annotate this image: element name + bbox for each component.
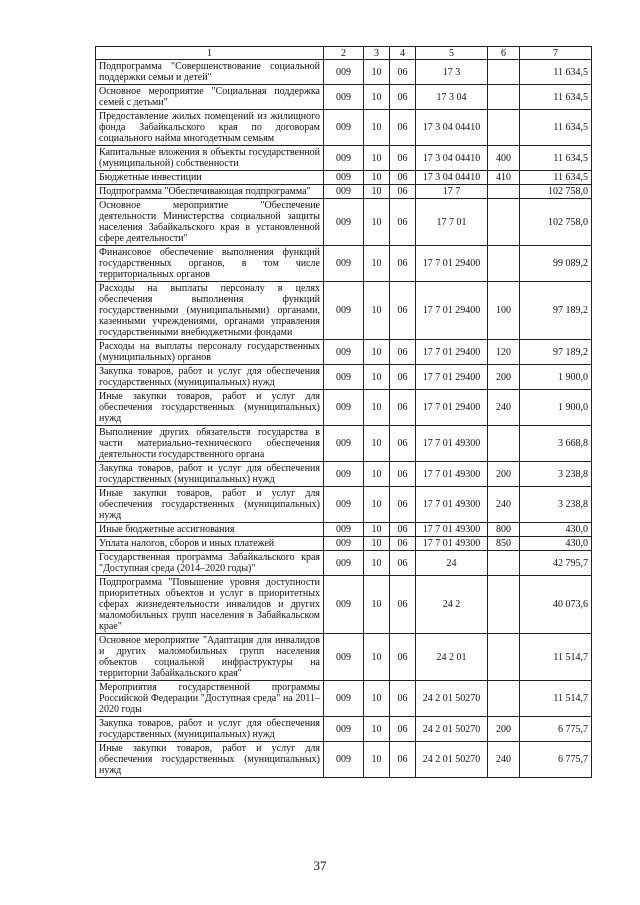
expense-type-cell — [488, 199, 520, 246]
section-code-cell: 10 — [364, 85, 390, 110]
ministry-code-cell: 009 — [324, 340, 364, 365]
ministry-code-cell: 009 — [324, 742, 364, 778]
expense-type-cell: 240 — [488, 742, 520, 778]
table-row — [96, 742, 592, 778]
ministry-code-cell: 009 — [324, 634, 364, 681]
expense-name-cell: Иные закупки товаров, работ и услуг для обеспечения государственных (муниципальных) нужд — [96, 487, 324, 523]
amount-cell: 6 775,7 — [520, 717, 592, 742]
amount-cell: 11 634,5 — [520, 60, 592, 85]
table-row — [96, 537, 592, 551]
section-code-cell: 10 — [364, 487, 390, 523]
ministry-code-cell: 009 — [324, 576, 364, 634]
ministry-code-cell: 009 — [324, 551, 364, 576]
ministry-code-cell: 009 — [324, 171, 364, 185]
amount-cell: 430,0 — [520, 523, 592, 537]
table-row — [96, 462, 592, 487]
column-header-1: 1 — [96, 47, 324, 60]
ministry-code-cell: 009 — [324, 185, 364, 199]
target-article-cell: 17 3 04 — [416, 85, 488, 110]
column-header-6: 6 — [488, 47, 520, 60]
section-code-cell: 10 — [364, 681, 390, 717]
subsection-code-cell: 06 — [390, 282, 416, 340]
expense-type-cell: 200 — [488, 462, 520, 487]
amount-cell: 11 634,5 — [520, 171, 592, 185]
table-row — [96, 487, 592, 523]
page-number: 37 — [313, 858, 327, 873]
column-header-7: 7 — [520, 47, 592, 60]
target-article-cell: 17 7 01 49300 — [416, 537, 488, 551]
expense-type-cell — [488, 246, 520, 282]
subsection-code-cell: 06 — [390, 462, 416, 487]
amount-cell: 102 758,0 — [520, 199, 592, 246]
expense-type-cell — [488, 185, 520, 199]
table-row — [96, 185, 592, 199]
ministry-code-cell: 009 — [324, 246, 364, 282]
section-code-cell: 10 — [364, 717, 390, 742]
column-header-3: 3 — [364, 47, 390, 60]
subsection-code-cell: 06 — [390, 576, 416, 634]
ministry-code-cell: 009 — [324, 365, 364, 390]
target-article-cell: 17 7 01 49300 — [416, 523, 488, 537]
subsection-code-cell: 06 — [390, 742, 416, 778]
table-row — [96, 60, 592, 85]
column-header-2: 2 — [324, 47, 364, 60]
subsection-code-cell: 06 — [390, 246, 416, 282]
target-article-cell: 17 7 01 49300 — [416, 487, 488, 523]
subsection-code-cell: 06 — [390, 551, 416, 576]
table-row — [96, 717, 592, 742]
amount-cell: 1 900,0 — [520, 390, 592, 426]
table-row — [96, 146, 592, 171]
table-row — [96, 199, 592, 246]
target-article-cell: 17 7 01 49300 — [416, 426, 488, 462]
table-row — [96, 110, 592, 146]
table-row — [96, 576, 592, 634]
expense-type-cell — [488, 576, 520, 634]
expense-type-cell: 120 — [488, 340, 520, 365]
expense-name-cell: Иные бюджетные ассигнования — [96, 523, 324, 537]
ministry-code-cell: 009 — [324, 146, 364, 171]
expense-name-cell: Закупка товаров, работ и услуг для обеспечения государственных (муниципальных) нужд — [96, 365, 324, 390]
section-code-cell: 10 — [364, 110, 390, 146]
target-article-cell: 17 7 01 — [416, 199, 488, 246]
subsection-code-cell: 06 — [390, 85, 416, 110]
expense-name-cell: Основное мероприятие "Социальная поддержка семей с детьми" — [96, 85, 324, 110]
target-article-cell: 24 — [416, 551, 488, 576]
ministry-code-cell: 009 — [324, 60, 364, 85]
section-code-cell: 10 — [364, 282, 390, 340]
expense-type-cell — [488, 426, 520, 462]
amount-cell: 11 634,5 — [520, 85, 592, 110]
subsection-code-cell: 06 — [390, 523, 416, 537]
target-article-cell: 17 7 01 49300 — [416, 462, 488, 487]
section-code-cell: 10 — [364, 634, 390, 681]
target-article-cell: 17 3 04 04410 — [416, 171, 488, 185]
subsection-code-cell: 06 — [390, 340, 416, 365]
amount-cell: 6 775,7 — [520, 742, 592, 778]
amount-cell: 3 238,8 — [520, 487, 592, 523]
section-code-cell: 10 — [364, 462, 390, 487]
table-row — [96, 523, 592, 537]
subsection-code-cell: 06 — [390, 199, 416, 246]
target-article-cell: 24 2 — [416, 576, 488, 634]
section-code-cell: 10 — [364, 185, 390, 199]
ministry-code-cell: 009 — [324, 681, 364, 717]
target-article-cell: 17 7 01 29400 — [416, 340, 488, 365]
subsection-code-cell: 06 — [390, 717, 416, 742]
ministry-code-cell: 009 — [324, 537, 364, 551]
section-code-cell: 10 — [364, 390, 390, 426]
target-article-cell: 17 3 — [416, 60, 488, 85]
subsection-code-cell: 06 — [390, 634, 416, 681]
subsection-code-cell: 06 — [390, 185, 416, 199]
expense-name-cell: Уплата налогов, сборов и иных платежей — [96, 537, 324, 551]
ministry-code-cell: 009 — [324, 462, 364, 487]
expense-type-cell: 240 — [488, 390, 520, 426]
subsection-code-cell: 06 — [390, 146, 416, 171]
expense-type-cell — [488, 85, 520, 110]
subsection-code-cell: 06 — [390, 681, 416, 717]
expense-name-cell: Финансовое обеспечение выполнения функций государственных органов, в том числе территориальных органов — [96, 246, 324, 282]
section-code-cell: 10 — [364, 199, 390, 246]
amount-cell: 42 795,7 — [520, 551, 592, 576]
expense-type-cell — [488, 551, 520, 576]
table-row — [96, 246, 592, 282]
expense-type-cell: 200 — [488, 365, 520, 390]
subsection-code-cell: 06 — [390, 365, 416, 390]
section-code-cell: 10 — [364, 576, 390, 634]
ministry-code-cell: 009 — [324, 523, 364, 537]
ministry-code-cell: 009 — [324, 487, 364, 523]
amount-cell: 11 634,5 — [520, 146, 592, 171]
target-article-cell: 17 7 01 29400 — [416, 246, 488, 282]
expense-type-cell: 800 — [488, 523, 520, 537]
expense-name-cell: Расходы на выплаты персоналу в целях обеспечения выполнения функций государственными (муниципальными) органами, казенными учреждениями, органами управления государственными внебюджетными фондами — [96, 282, 324, 340]
expense-type-cell — [488, 681, 520, 717]
ministry-code-cell: 009 — [324, 426, 364, 462]
target-article-cell: 17 3 04 04410 — [416, 146, 488, 171]
expense-type-cell — [488, 60, 520, 85]
ministry-code-cell: 009 — [324, 390, 364, 426]
expense-type-cell — [488, 110, 520, 146]
section-code-cell: 10 — [364, 340, 390, 365]
expense-type-cell: 240 — [488, 487, 520, 523]
subsection-code-cell: 06 — [390, 110, 416, 146]
amount-cell: 11 514,7 — [520, 634, 592, 681]
expense-name-cell: Капитальные вложения в объекты государственной (муниципальной) собственности — [96, 146, 324, 171]
section-code-cell: 10 — [364, 426, 390, 462]
amount-cell: 40 073,6 — [520, 576, 592, 634]
table-row — [96, 85, 592, 110]
column-number-row — [96, 47, 592, 60]
section-code-cell: 10 — [364, 551, 390, 576]
expense-type-cell — [488, 634, 520, 681]
budget-table-container — [95, 46, 592, 778]
amount-cell: 1 900,0 — [520, 365, 592, 390]
column-header-5: 5 — [416, 47, 488, 60]
ministry-code-cell: 009 — [324, 110, 364, 146]
table-row — [96, 340, 592, 365]
subsection-code-cell: 06 — [390, 487, 416, 523]
ministry-code-cell: 009 — [324, 717, 364, 742]
amount-cell: 430,0 — [520, 537, 592, 551]
expense-name-cell: Подпрограмма "Обеспечивающая подпрограмма" — [96, 185, 324, 199]
subsection-code-cell: 06 — [390, 537, 416, 551]
expense-type-cell: 400 — [488, 146, 520, 171]
ministry-code-cell: 009 — [324, 199, 364, 246]
section-code-cell: 10 — [364, 60, 390, 85]
section-code-cell: 10 — [364, 171, 390, 185]
target-article-cell: 17 7 01 29400 — [416, 390, 488, 426]
expense-type-cell: 410 — [488, 171, 520, 185]
expense-name-cell: Закупка товаров, работ и услуг для обеспечения государственных (муниципальных) нужд — [96, 462, 324, 487]
section-code-cell: 10 — [364, 523, 390, 537]
expense-name-cell: Подпрограмма "Повышение уровня доступности приоритетных объектов и услуг в приоритетных сферах жизнедеятельности инвалидов и других маломобильных групп населения в Забайкальском крае" — [96, 576, 324, 634]
expense-name-cell: Бюджетные инвестиции — [96, 171, 324, 185]
subsection-code-cell: 06 — [390, 390, 416, 426]
section-code-cell: 10 — [364, 365, 390, 390]
expense-type-cell: 200 — [488, 717, 520, 742]
expense-name-cell: Основное мероприятие "Обеспечение деятельности Министерства социальной защиты населения Забайкальского края в установленной сфере деятельности" — [96, 199, 324, 246]
amount-cell: 102 758,0 — [520, 185, 592, 199]
amount-cell: 11 514,7 — [520, 681, 592, 717]
expense-name-cell: Иные закупки товаров, работ и услуг для обеспечения государственных (муниципальных) нужд — [96, 742, 324, 778]
budget-table — [95, 46, 592, 778]
subsection-code-cell: 06 — [390, 426, 416, 462]
section-code-cell: 10 — [364, 146, 390, 171]
section-code-cell: 10 — [364, 246, 390, 282]
expense-name-cell: Расходы на выплаты персоналу государственных (муниципальных) органов — [96, 340, 324, 365]
target-article-cell: 24 2 01 50270 — [416, 717, 488, 742]
amount-cell: 97 189,2 — [520, 282, 592, 340]
expense-name-cell: Иные закупки товаров, работ и услуг для обеспечения государственных (муниципальных) нужд — [96, 390, 324, 426]
column-header-4: 4 — [390, 47, 416, 60]
table-row — [96, 171, 592, 185]
expense-name-cell: Предоставление жилых помещений из жилищного фонда Забайкальского края по договорам социального найма многодетным семьям — [96, 110, 324, 146]
target-article-cell: 24 2 01 50270 — [416, 742, 488, 778]
target-article-cell: 17 7 01 29400 — [416, 282, 488, 340]
subsection-code-cell: 06 — [390, 171, 416, 185]
target-article-cell: 24 2 01 50270 — [416, 681, 488, 717]
amount-cell: 99 089,2 — [520, 246, 592, 282]
expense-name-cell: Закупка товаров, работ и услуг для обеспечения государственных (муниципальных) нужд — [96, 717, 324, 742]
subsection-code-cell: 06 — [390, 60, 416, 85]
table-body — [96, 60, 592, 778]
amount-cell: 11 634,5 — [520, 110, 592, 146]
expense-name-cell: Выполнение других обязательств государства в части материально-технического обеспечения деятельности государственного органа — [96, 426, 324, 462]
section-code-cell: 10 — [364, 537, 390, 551]
expense-type-cell: 100 — [488, 282, 520, 340]
table-row — [96, 551, 592, 576]
table-row — [96, 426, 592, 462]
expense-name-cell: Мероприятия государственной программы Российской Федерации "Доступная среда" на 2011–2020 годы — [96, 681, 324, 717]
table-row — [96, 365, 592, 390]
ministry-code-cell: 009 — [324, 85, 364, 110]
table-row — [96, 681, 592, 717]
target-article-cell: 17 3 04 04410 — [416, 110, 488, 146]
table-row — [96, 634, 592, 681]
expense-name-cell: Основное мероприятие "Адаптация для инвалидов и других маломобильных групп населения объектов социальной инфраструктуры на территории Забайкальского края" — [96, 634, 324, 681]
table-row — [96, 282, 592, 340]
section-code-cell: 10 — [364, 742, 390, 778]
amount-cell: 97 189,2 — [520, 340, 592, 365]
amount-cell: 3 668,8 — [520, 426, 592, 462]
target-article-cell: 24 2 01 — [416, 634, 488, 681]
target-article-cell: 17 7 — [416, 185, 488, 199]
target-article-cell: 17 7 01 29400 — [416, 365, 488, 390]
expense-name-cell: Подпрограмма "Совершенствование социальной поддержки семьи и детей" — [96, 60, 324, 85]
table-row — [96, 390, 592, 426]
expense-type-cell: 850 — [488, 537, 520, 551]
expense-name-cell: Государственная программа Забайкальского края "Доступная среда (2014–2020 годы)" — [96, 551, 324, 576]
amount-cell: 3 238,8 — [520, 462, 592, 487]
ministry-code-cell: 009 — [324, 282, 364, 340]
